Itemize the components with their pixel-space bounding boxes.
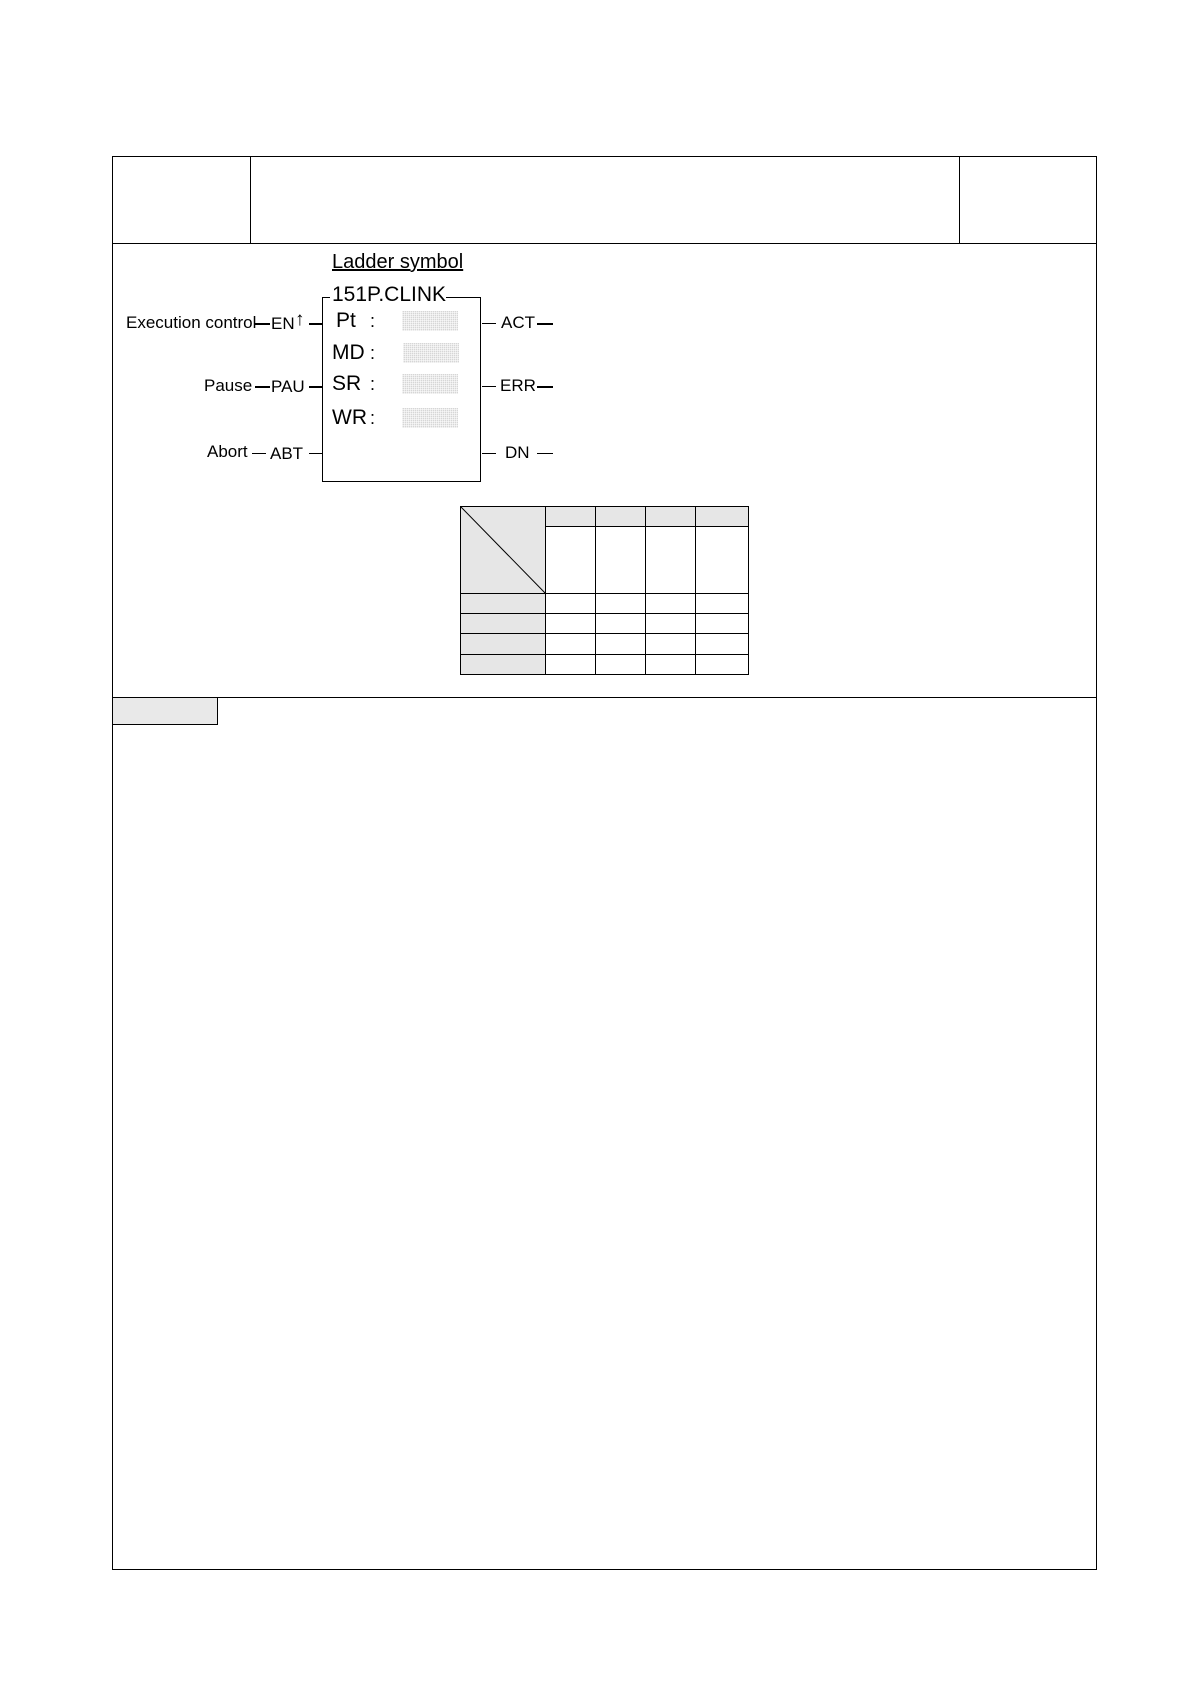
- operand-wr-sep: :: [370, 408, 376, 428]
- output-err-wire-left: [482, 386, 496, 387]
- input-en-wire-right: [309, 323, 322, 325]
- table-cell: [695, 593, 749, 614]
- input-pau-description: Pause: [204, 376, 253, 395]
- header-left-divider: [250, 156, 251, 244]
- operand-pt-value[interactable]: [402, 311, 458, 331]
- operand-sr-name: SR: [332, 372, 362, 395]
- table-cell: [645, 633, 696, 655]
- input-en-pin: EN: [271, 314, 295, 333]
- section-tab: [112, 697, 218, 725]
- output-dn-wire-right: [537, 453, 553, 454]
- table-cell: [645, 654, 696, 675]
- table-header-cell-3: [645, 526, 696, 594]
- input-pau-pin: PAU: [271, 377, 305, 396]
- table-cell: [595, 633, 646, 655]
- operand-wr-value[interactable]: [402, 408, 458, 428]
- output-dn-wire-left: [482, 453, 496, 454]
- corner-diagonal: [461, 507, 547, 595]
- table-cell: [645, 613, 696, 634]
- table-cell: [545, 633, 596, 655]
- table-header-cell-1: [545, 526, 596, 594]
- table-row-label-4: [460, 654, 546, 675]
- output-err-wire-right: [537, 386, 553, 388]
- header-right-divider: [959, 156, 960, 244]
- page-frame: [112, 156, 1097, 1570]
- input-en-description: Execution control: [126, 313, 257, 332]
- input-abt-pin: ABT: [270, 444, 304, 463]
- table-row-label-2: [460, 613, 546, 634]
- output-act-pin: ACT: [501, 313, 535, 332]
- symbol-section-bottom-rule: [112, 697, 1097, 698]
- operand-md-sep: :: [370, 343, 376, 363]
- input-pau-wire-left: [255, 386, 270, 388]
- table-cell: [545, 593, 596, 614]
- operand-sr-value[interactable]: [402, 374, 458, 394]
- table-cell: [595, 613, 646, 634]
- operand-md-name: MD: [332, 341, 365, 364]
- table-header-strip-4: [695, 506, 749, 527]
- operand-wr-name: WR: [332, 406, 367, 429]
- input-abt-wire-right: [309, 453, 322, 454]
- operand-pt-name: Pt: [336, 309, 356, 332]
- table-cell: [545, 654, 596, 675]
- table-header-strip-3: [645, 506, 696, 527]
- operand-pt-sep: :: [370, 311, 376, 331]
- table-row-label-1: [460, 593, 546, 614]
- table-cell: [645, 593, 696, 614]
- table-cell: [695, 633, 749, 655]
- header-bottom-rule: [112, 243, 1097, 244]
- table-cell: [595, 593, 646, 614]
- output-dn-pin: DN: [505, 443, 530, 462]
- table-header-strip-1: [545, 506, 596, 527]
- table-cell: [595, 654, 646, 675]
- table-cell: [695, 613, 749, 634]
- input-en-wire-left: [255, 323, 270, 325]
- table-header-strip-2: [595, 506, 646, 527]
- rising-edge-icon: ↑: [295, 309, 305, 330]
- operand-md-value[interactable]: [403, 343, 459, 363]
- output-act-wire-left: [482, 323, 496, 324]
- input-abt-description: Abort: [207, 442, 248, 461]
- input-pau-wire-right: [309, 386, 322, 388]
- device-table: [460, 506, 749, 675]
- table-row-label-3: [460, 633, 546, 655]
- table-corner-cell: [460, 506, 546, 594]
- ladder-symbol-heading: Ladder symbol: [332, 251, 464, 273]
- operand-sr-sep: :: [370, 374, 376, 394]
- table-header-cell-2: [595, 526, 646, 594]
- table-cell: [545, 613, 596, 634]
- instruction-name: 151P.CLINK: [332, 283, 447, 306]
- table-cell: [695, 654, 749, 675]
- output-act-wire-right: [537, 323, 553, 325]
- table-header-cell-4: [695, 526, 749, 594]
- output-err-pin: ERR: [500, 376, 536, 395]
- input-abt-wire-left: [252, 453, 266, 454]
